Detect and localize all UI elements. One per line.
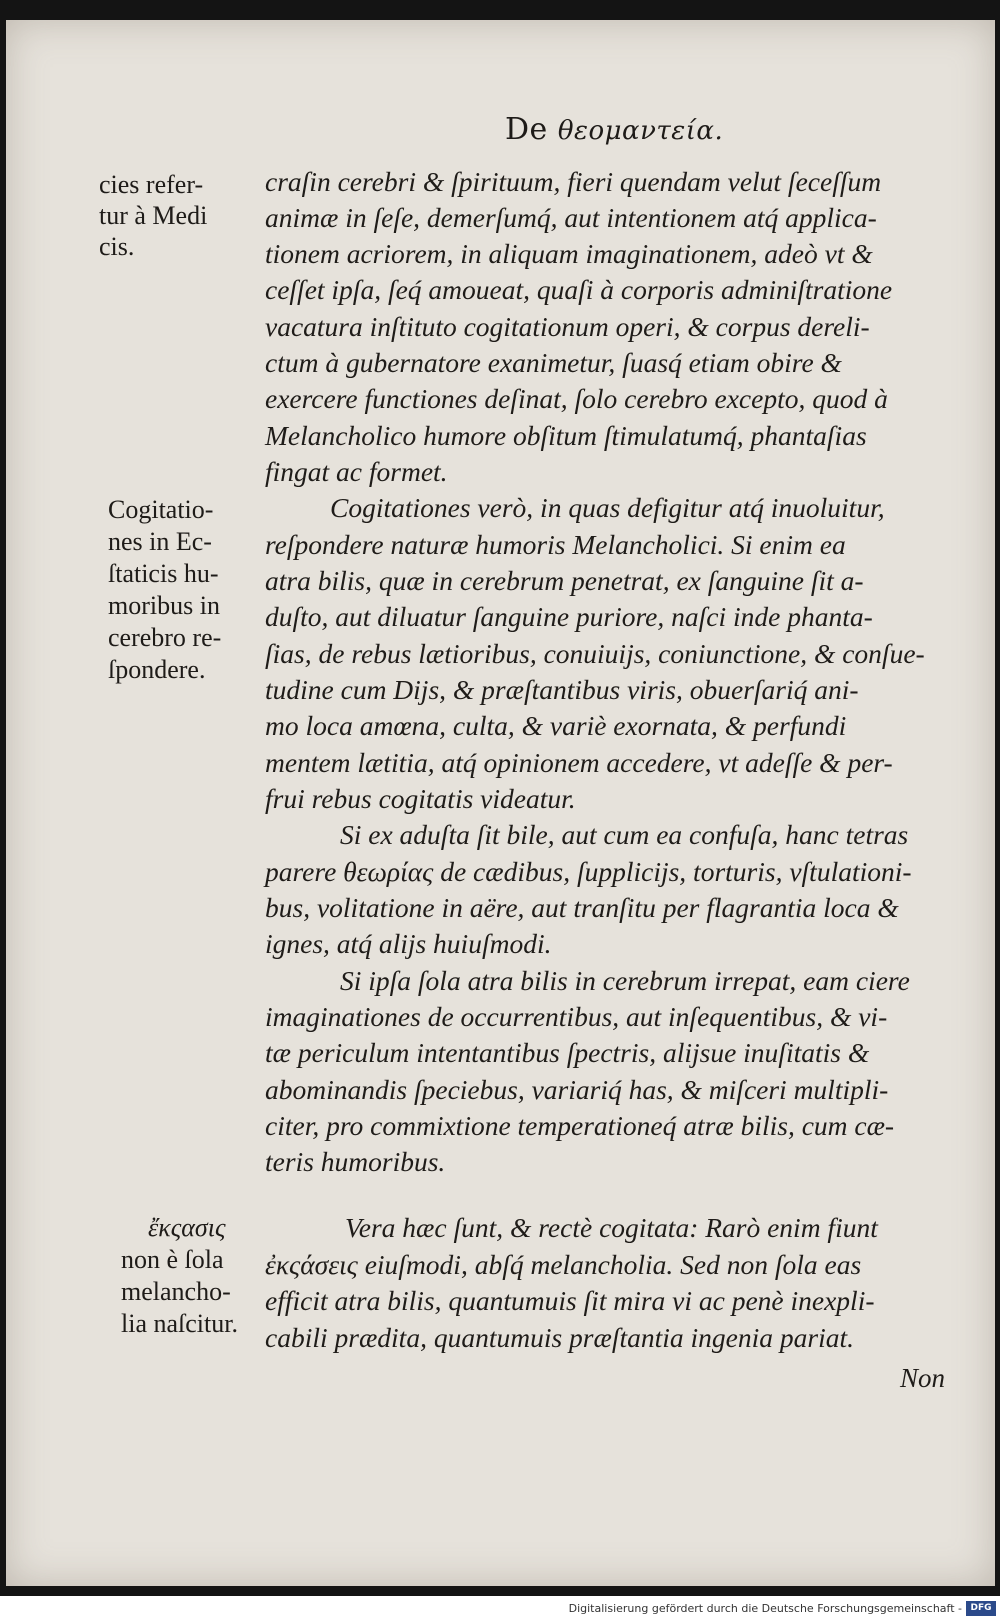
text-line: exercere functiones deſinat, ſolo cerebro excepto, quod à [265, 383, 888, 414]
margin-note-line: ſtaticis hu- [108, 559, 219, 588]
text-line: atra bilis, quæ in cerebrum penetrat, ex ſanguine ſit a- [265, 565, 864, 596]
text-line: tæ periculum intentantibus ſpectris, alijsue inuſitatis & [265, 1037, 870, 1068]
text-line: tionem acriorem, in aliquam imaginationem, adeò vt & [265, 238, 873, 269]
text-line: bus, volitatione in aëre, aut tranſitu per flagrantia loca & [265, 892, 899, 923]
text-line: abominandis ſpeciebus, variariq́ has, & miſceri multipli- [265, 1074, 889, 1105]
margin-note-line: ἔκςασις [148, 1213, 226, 1242]
running-header [505, 112, 723, 147]
text-line: citer, pro commixtione temperationeq́ atræ bilis, cum cæ- [265, 1110, 895, 1141]
dfg-logo-icon[interactable]: DFG [966, 1601, 996, 1616]
text-line: Si ex aduſta ſit bile, aut cum ea confuſa, hanc tetras [340, 819, 909, 850]
text-line: mentem lætitia, atq́ opinionem accedere, vt adeſſe & per- [265, 747, 893, 778]
text-line: Melancholico humore obſitum ſtimulatumq́, phantaſias [265, 420, 867, 451]
text-line: teris humoribus. [265, 1146, 446, 1177]
header-greek: θεομαντεία. [557, 116, 724, 146]
text-line: ἐκςάσεις eiuſmodi, abſq́ melancholia. Sed non ſola eas [265, 1249, 862, 1280]
margin-note-line: moribus in [108, 591, 220, 620]
margin-note-line: ſpondere. [108, 655, 206, 684]
margin-note-line: Cogitatio- [108, 495, 214, 524]
text-line: reſpondere naturæ humoris Melancholici. Si enim ea [265, 529, 846, 560]
text-line: duſto, aut diluatur ſanguine puriore, naſci inde phanta- [265, 601, 873, 632]
text-line: vacatura inſtituto cogitationum operi, & corpus dereli- [265, 311, 870, 342]
margin-note-line: tur à Medi [99, 201, 208, 230]
text-line: ceſſet ipſa, ſeq́ amoueat, quaſi à corporis adminiſtratione [265, 274, 893, 305]
text-line: ignes, atq́ alijs huiuſmodi. [265, 928, 552, 959]
text-line: cabili prædita, quantumuis præſtantia ingenia pariat. [265, 1322, 854, 1353]
footer-bar [0, 1598, 1000, 1622]
margin-note-line: non è ſola [121, 1245, 224, 1274]
catchword: Non [900, 1363, 946, 1393]
text-line: ctum à gubernatore exanimetur, ſuasq́ etiam obire & [265, 347, 842, 378]
margin-note-line: lia naſcitur. [121, 1309, 238, 1338]
text-line: efficit atra bilis, quantumuis ſit mira vi ac penè inexpli- [265, 1285, 875, 1316]
text-line: Si ipſa ſola atra bilis in cerebrum irrepat, eam ciere [340, 965, 910, 996]
margin-note-line: cerebro re- [108, 623, 222, 652]
text-line: parere θεωρίας de cædibus, ſupplicijs, torturis, vſtulationi- [265, 856, 912, 887]
margin-note-line: cis. [99, 232, 135, 261]
text-line: tudine cum Dijs, & præſtantibus viris, obuerſariq́ ani- [265, 674, 859, 705]
text-line: ſias, de rebus lætioribus, conuiuijs, coniunctione, & conſue- [265, 638, 925, 669]
text-line: Cogitationes verò, in quas defigitur atq́ inuoluitur, [330, 492, 885, 523]
text-line: craſin cerebri & ſpirituum, fieri quendam velut ſeceſſum [265, 166, 882, 197]
margin-note-line: nes in Ec- [108, 527, 212, 556]
text-line: imaginationes de occurrentibus, aut inſequentibus, & vi- [265, 1001, 888, 1032]
text-line: frui rebus cogitatis videatur. [265, 783, 576, 814]
margin-note-line: melancho- [121, 1277, 231, 1306]
footer-credit: Digitalisierung gefördert durch die Deutsche Forschungsgemeinschaft - [568, 1602, 962, 1615]
margin-note-line: cies refer- [99, 170, 204, 199]
text-line: mo loca amœna, culta, & variè exornata, & perfundi [265, 710, 847, 741]
text-line: Vera hæc ſunt, & rectè cogitata: Rarò enim fiunt [345, 1212, 878, 1243]
text-line: animæ in ſeſe, demerſumq́, aut intentionem atq́ applica- [265, 202, 877, 233]
text-line: fingat ac formet. [265, 456, 448, 487]
header-prefix: De [505, 112, 548, 147]
